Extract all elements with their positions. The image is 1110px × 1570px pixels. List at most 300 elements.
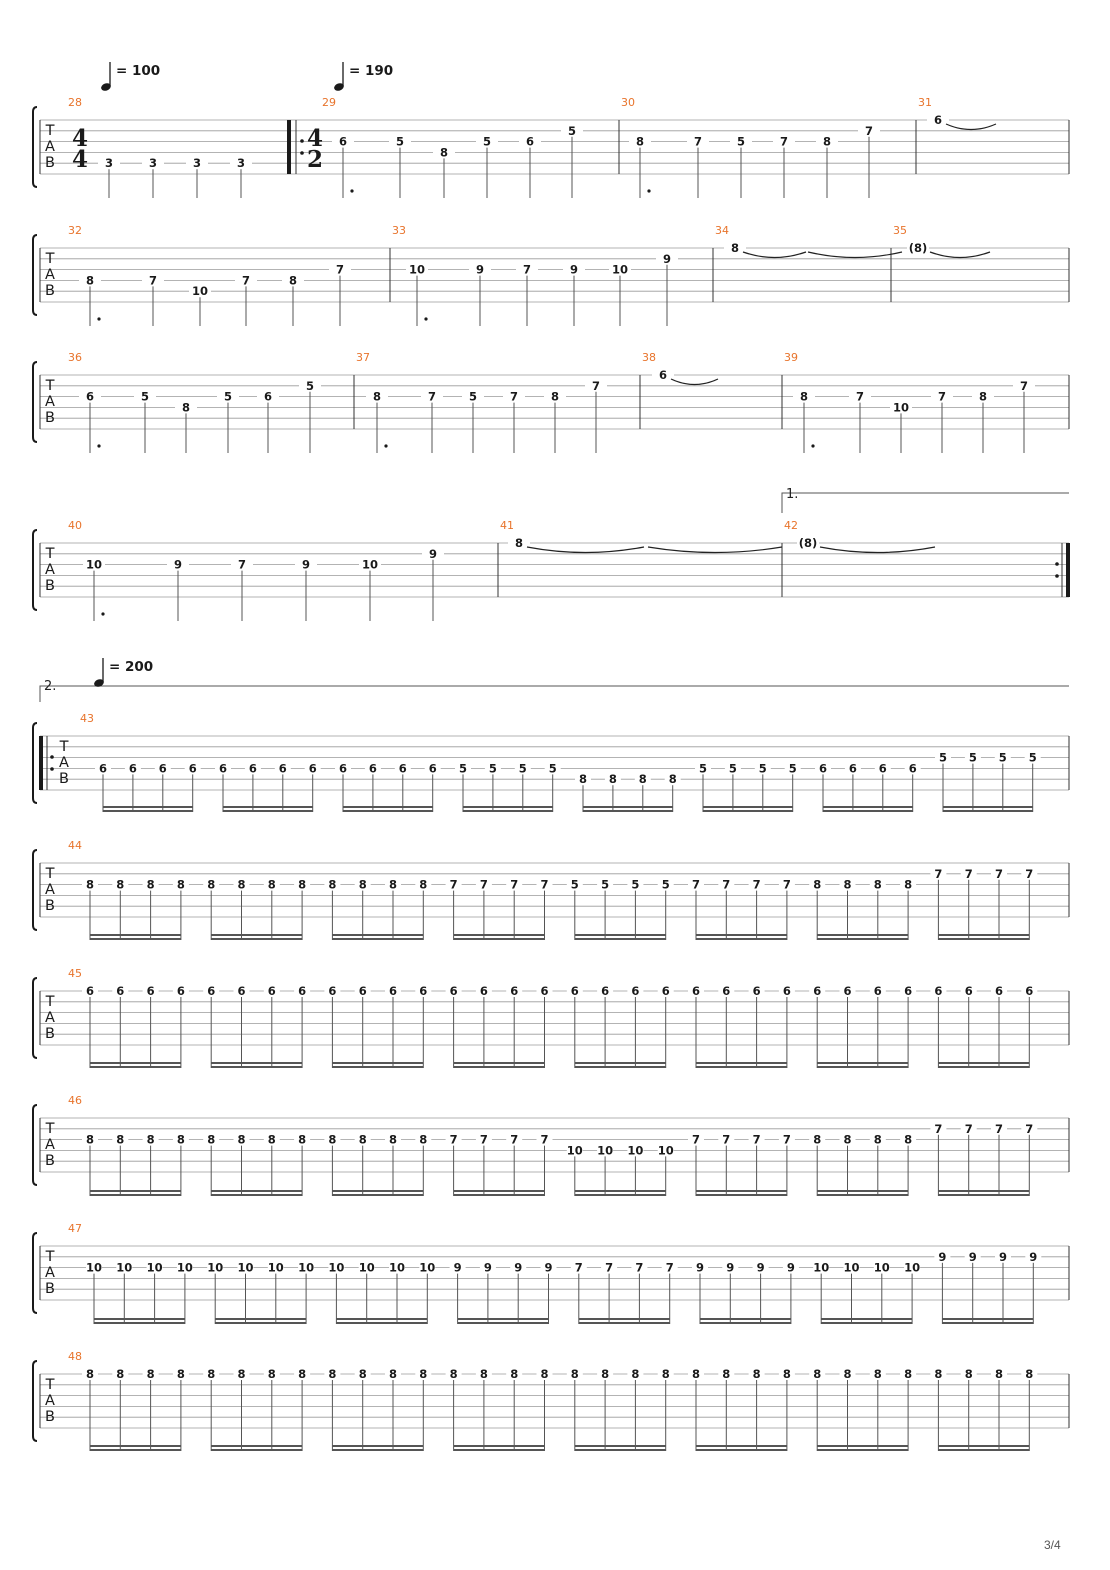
tab-clef-letter: T <box>59 739 69 755</box>
system-brace <box>33 530 37 610</box>
beam <box>332 1066 423 1068</box>
measure-number: 41 <box>500 519 514 532</box>
fret-number: 8 <box>419 1132 428 1147</box>
fret-number: 9 <box>544 1260 553 1275</box>
fret-number: 8 <box>934 1367 943 1381</box>
fret-number: 9 <box>998 1249 1008 1264</box>
beam <box>332 1445 423 1447</box>
fret-number: 8 <box>146 877 155 892</box>
fret-number: 6 <box>278 761 287 776</box>
fret-number: 8 <box>388 1132 398 1147</box>
measure-number: 37 <box>356 351 370 364</box>
fret-number: 8 <box>388 1367 398 1381</box>
fret-number: 5 <box>395 134 405 149</box>
fret-number: 10 <box>813 1260 830 1275</box>
fret-number: 8 <box>298 1132 307 1147</box>
fret-number: 6 <box>818 761 828 776</box>
fret-number: 5 <box>736 134 746 149</box>
tempo-marking <box>100 62 160 92</box>
beam <box>454 1445 545 1447</box>
measure-number: 39 <box>784 351 798 364</box>
beam <box>696 1066 787 1068</box>
fret-number: 3 <box>148 156 158 171</box>
beam <box>583 810 673 812</box>
notes-layer <box>79 114 1041 1451</box>
fret-number: 8 <box>799 389 809 404</box>
beam <box>103 810 193 812</box>
note-group <box>82 868 1037 940</box>
fret-number: 6 <box>85 984 95 998</box>
fret-number: 8 <box>267 877 276 892</box>
tab-clef-letter: T <box>45 123 55 139</box>
fret-number: 8 <box>116 1132 125 1147</box>
measure-number: 30 <box>621 96 635 109</box>
fret-number: 9 <box>173 557 183 572</box>
tie <box>527 547 644 553</box>
fret-number: 7 <box>540 1132 549 1147</box>
fret-number: 8 <box>267 1132 276 1147</box>
beam <box>458 1318 549 1320</box>
time-signature-bottom: 4 <box>71 146 89 173</box>
beam <box>103 806 193 808</box>
volta-label: 2. <box>44 679 57 694</box>
beam <box>943 810 1033 812</box>
fret-number: 6 <box>218 761 228 776</box>
system-brace <box>33 362 37 442</box>
fret-number: 6 <box>934 984 943 998</box>
beam <box>211 1190 302 1192</box>
fret-number: 8 <box>419 877 428 892</box>
system-brace <box>33 235 37 315</box>
fret-number: 6 <box>540 984 549 998</box>
fret-number: 8 <box>328 1367 337 1381</box>
fret-number: 8 <box>116 1367 125 1381</box>
beam <box>696 1062 787 1064</box>
fret-number: 8 <box>439 145 449 160</box>
fret-number: 7 <box>855 389 865 404</box>
beam <box>938 1190 1029 1192</box>
system-brace <box>33 723 37 803</box>
fret-number: 6 <box>631 984 640 998</box>
fret-number: 9 <box>428 546 438 561</box>
fret-number: 10 <box>388 1260 406 1275</box>
fret-number: 8 <box>176 1132 185 1147</box>
beam <box>211 938 302 940</box>
fret-number: 5 <box>698 761 708 776</box>
fret-number: 8 <box>661 1367 670 1381</box>
fret-number: 10 <box>85 557 103 572</box>
fret-number: 8 <box>904 1132 913 1147</box>
fret-number: 6 <box>658 368 668 382</box>
fret-number: 8 <box>328 877 337 892</box>
fret-number: 5 <box>631 877 640 892</box>
fret-number: 9 <box>968 1249 977 1264</box>
beam <box>332 934 423 936</box>
tempo-marking <box>333 62 393 92</box>
tab-clef-letter: B <box>45 898 55 914</box>
fret-number: 6 <box>338 761 348 776</box>
repeat-dot <box>300 151 304 155</box>
fret-number: 8 <box>691 1367 701 1381</box>
fret-number: 6 <box>428 761 437 776</box>
beam <box>454 1066 545 1068</box>
note-group <box>82 1368 1037 1451</box>
system-brace <box>33 1361 37 1441</box>
fret-number: 8 <box>722 1367 731 1381</box>
fret-number: 8 <box>116 877 125 892</box>
measure-notes <box>366 380 607 453</box>
fret-number: 8 <box>904 1367 913 1381</box>
beam <box>821 1322 912 1324</box>
beam <box>817 1445 908 1447</box>
fret-number: 6 <box>449 984 458 998</box>
fret-number: 5 <box>938 750 948 765</box>
fret-number: 8 <box>964 1367 973 1381</box>
tab-clef-letter: A <box>45 394 55 410</box>
beam <box>336 1318 427 1320</box>
fret-number: 6 <box>878 761 887 776</box>
beam <box>823 810 913 812</box>
system-brace <box>33 850 37 930</box>
fret-number: 8 <box>873 1367 882 1381</box>
measure-notes <box>508 537 782 553</box>
beam <box>94 1318 185 1320</box>
beam <box>938 934 1029 936</box>
beam <box>90 934 181 936</box>
beam <box>696 934 787 936</box>
fret-number: 5 <box>468 389 478 404</box>
fret-number: 8 <box>668 772 677 787</box>
fret-number: 7 <box>722 1132 731 1147</box>
dotted-rhythm-dot <box>97 317 100 320</box>
fret-number: 8 <box>388 877 398 892</box>
fret-number: 5 <box>728 761 737 776</box>
beam <box>575 934 666 936</box>
text-layer <box>44 62 1037 1425</box>
fret-number: 5 <box>788 761 797 776</box>
beam <box>817 1194 908 1196</box>
time-signature-bottom: 2 <box>306 146 324 173</box>
beam <box>211 1449 302 1451</box>
measure-notes <box>332 125 583 198</box>
fret-number: 8 <box>237 1132 246 1147</box>
tab-clef-letter: A <box>45 139 55 155</box>
beam <box>575 1066 666 1068</box>
dotted-rhythm-dot <box>97 444 100 447</box>
tie <box>671 379 718 385</box>
fret-number: 8 <box>608 772 617 787</box>
fret-number: 6 <box>328 984 337 998</box>
fret-number: 5 <box>548 761 557 776</box>
fret-number: 8 <box>237 877 246 892</box>
fret-number: 6 <box>158 761 167 776</box>
tie <box>820 547 935 553</box>
repeat-dot <box>1055 562 1059 566</box>
page-number: 3/4 <box>1044 1538 1061 1552</box>
fret-number: 6 <box>908 761 917 776</box>
tab-clef-letter: B <box>45 1409 55 1425</box>
beam <box>458 1322 549 1324</box>
fret-number: 6 <box>525 134 535 149</box>
fret-number: 8 <box>181 400 191 415</box>
beam <box>703 806 793 808</box>
fret-number: 6 <box>691 984 701 998</box>
fret-number: 7 <box>591 378 601 393</box>
beam <box>454 1449 545 1451</box>
note-group <box>95 752 1041 812</box>
measure-number: 44 <box>68 839 82 852</box>
fret-number: 5 <box>518 761 527 776</box>
beam <box>90 1062 181 1064</box>
beam <box>575 1449 666 1451</box>
fret-number: 8 <box>514 536 524 550</box>
tempo-value: = 190 <box>349 63 394 79</box>
fret-number: 8 <box>146 1132 155 1147</box>
dotted-rhythm-dot <box>647 189 650 192</box>
beam <box>90 1194 181 1196</box>
fret-number: 5 <box>758 761 767 776</box>
tab-clef-letter: A <box>45 1010 55 1026</box>
beam <box>463 810 553 812</box>
fret-number: 7 <box>635 1260 644 1275</box>
measure-number: 42 <box>784 519 798 532</box>
dotted-rhythm-dot <box>384 444 387 447</box>
beam <box>332 1449 423 1451</box>
tempo-value: = 200 <box>109 659 154 675</box>
fret-number: 9 <box>786 1260 795 1275</box>
tab-clef-letter: B <box>45 1026 55 1042</box>
fret-number: 7 <box>449 1132 458 1147</box>
fret-number: 9 <box>475 262 485 277</box>
measure-number: 35 <box>893 224 907 237</box>
beam <box>575 1194 666 1196</box>
repeat-dot <box>50 767 54 771</box>
fret-number: 5 <box>458 761 468 776</box>
fret-number: 8 <box>358 1132 367 1147</box>
fret-number: 8 <box>978 389 988 404</box>
beam <box>211 1194 302 1196</box>
tab-clef-letter: A <box>59 755 69 771</box>
beam <box>90 1445 181 1447</box>
fret-number: 6 <box>176 984 185 998</box>
measure-number: 34 <box>715 224 729 237</box>
beam <box>938 938 1029 940</box>
measure-number: 45 <box>68 967 82 980</box>
fret-number: 6 <box>298 984 307 998</box>
fret-number: 8 <box>298 877 307 892</box>
fret-number: 8 <box>85 273 95 288</box>
fret-number: 5 <box>1028 750 1037 765</box>
system-brace <box>33 1233 37 1313</box>
fret-number: 7 <box>510 877 519 892</box>
fret-number: 7 <box>994 866 1004 881</box>
fret-number: 6 <box>237 984 246 998</box>
beam <box>583 806 673 808</box>
time-signature-top: 4 <box>306 125 324 152</box>
fret-number: 10 <box>408 262 426 277</box>
dotted-rhythm-dot <box>101 612 104 615</box>
fret-number: 8 <box>730 241 740 255</box>
tab-clef-letter: T <box>45 866 55 882</box>
fret-number: 8 <box>207 1367 216 1381</box>
fret-number: 10 <box>843 1260 860 1275</box>
fret-number: 10 <box>627 1143 644 1158</box>
measure-number: 33 <box>392 224 406 237</box>
beam <box>942 1322 1033 1324</box>
fret-number: 10 <box>358 1260 375 1275</box>
fret-number: 7 <box>934 866 943 881</box>
volta-2 <box>40 686 1069 702</box>
measure-notes <box>724 242 902 258</box>
measure-notes <box>629 125 880 198</box>
beam <box>938 1449 1029 1451</box>
fret-number: 6 <box>338 134 348 149</box>
fret-number: 6 <box>904 984 913 998</box>
fret-number: 6 <box>248 761 257 776</box>
tie <box>743 252 806 258</box>
fret-number: 7 <box>691 877 701 892</box>
beam <box>90 1449 181 1451</box>
fret-number: 7 <box>237 557 247 572</box>
fret-number: 7 <box>479 1132 488 1147</box>
fret-number: 8 <box>843 1132 852 1147</box>
fret-number: 10 <box>146 1260 163 1275</box>
fret-number: 10 <box>419 1260 436 1275</box>
beam <box>696 938 787 940</box>
fret-number: 8 <box>813 877 822 892</box>
fret-number: 8 <box>578 772 588 787</box>
time-signature <box>307 125 323 173</box>
beam <box>211 1445 302 1447</box>
fret-number: 6 <box>358 984 367 998</box>
tab-clef-letter: A <box>45 1393 55 1409</box>
beam <box>332 1062 423 1064</box>
tab-clef-letter: B <box>45 155 55 171</box>
fret-number: 9 <box>756 1260 765 1275</box>
fret-number: 8 <box>550 389 560 404</box>
tab-clef-letter: B <box>45 410 55 426</box>
beam <box>700 1318 791 1320</box>
fret-number: 5 <box>998 750 1007 765</box>
note-group <box>82 985 1037 1068</box>
tab-clef-letter: T <box>45 1121 55 1137</box>
fret-number: 10 <box>176 1260 193 1275</box>
fret-number: 10 <box>873 1260 890 1275</box>
fret-number: 6 <box>813 984 822 998</box>
dotted-rhythm-dot <box>424 317 427 320</box>
fret-number: 8 <box>601 1367 610 1381</box>
beam <box>211 934 302 936</box>
fret-number: 8 <box>813 1367 822 1381</box>
fret-number: 7 <box>937 389 947 404</box>
beam <box>579 1322 670 1324</box>
fret-number: 6 <box>848 761 857 776</box>
tab-clef-letter: T <box>45 251 55 267</box>
beam <box>942 1318 1033 1320</box>
fret-number: 10 <box>191 284 209 299</box>
fret-number: 6 <box>207 984 216 998</box>
fret-number: 6 <box>398 761 407 776</box>
tab-clef-letter: A <box>45 1265 55 1281</box>
fret-number: 5 <box>223 389 233 404</box>
fret-number: 8 <box>85 877 95 892</box>
beam <box>211 1066 302 1068</box>
fret-number: 8 <box>994 1367 1004 1381</box>
beam <box>343 810 433 812</box>
beam <box>575 1445 666 1447</box>
fret-number: 8 <box>176 1367 185 1381</box>
fret-number: 6 <box>722 984 731 998</box>
beam <box>696 1194 787 1196</box>
fret-number: 8 <box>873 877 882 892</box>
measure-notes <box>797 537 935 553</box>
beam <box>332 1194 423 1196</box>
system-brace <box>33 1105 37 1185</box>
dotted-rhythm-dot <box>811 444 814 447</box>
fret-number: 9 <box>726 1260 735 1275</box>
tab-clef-letter: T <box>45 378 55 394</box>
fret-number: 9 <box>1029 1249 1038 1264</box>
fret-number: 10 <box>85 1260 103 1275</box>
fret-number: 8 <box>843 1367 852 1381</box>
beam <box>90 938 181 940</box>
fret-number: 6 <box>267 984 276 998</box>
fret-number: 8 <box>237 1367 246 1381</box>
tie <box>808 252 902 258</box>
fret-number: 5 <box>488 761 497 776</box>
beam <box>454 1194 545 1196</box>
fret-number: 7 <box>693 134 703 149</box>
note-group <box>82 1123 1037 1196</box>
fret-number: 8 <box>207 1132 216 1147</box>
fret-number: 8 <box>540 1367 549 1381</box>
fret-number: 6 <box>85 389 95 404</box>
fret-number: 6 <box>98 761 108 776</box>
tab-clef-letter: A <box>45 562 55 578</box>
fret-number: 6 <box>601 984 610 998</box>
fret-number: 10 <box>237 1260 254 1275</box>
fret-number: 7 <box>574 1260 583 1275</box>
fret-number: 7 <box>335 262 345 277</box>
fret-number: 7 <box>427 389 437 404</box>
fret-number: 7 <box>509 389 519 404</box>
fret-number: 8 <box>358 877 367 892</box>
measure-number: 29 <box>322 96 336 109</box>
fret-number: 5 <box>567 123 577 138</box>
tab-clef-letter: A <box>45 1137 55 1153</box>
beam <box>343 806 433 808</box>
measure-notes <box>79 380 321 453</box>
fret-number: 8 <box>267 1367 276 1381</box>
beam <box>703 810 793 812</box>
fret-number: 5 <box>968 750 977 765</box>
beam <box>817 1190 908 1192</box>
fret-number: 10 <box>328 1260 345 1275</box>
time-signature <box>72 125 88 173</box>
beam <box>90 1066 181 1068</box>
fret-number: 7 <box>964 866 973 881</box>
tab-clef-letter: B <box>45 1153 55 1169</box>
fret-number: 8 <box>752 1367 761 1381</box>
fret-number: 9 <box>938 1249 947 1264</box>
fret-number: 6 <box>188 761 197 776</box>
fret-number: 6 <box>146 984 155 998</box>
measure-number: 28 <box>68 96 82 109</box>
beam <box>215 1318 306 1320</box>
fret-number: 8 <box>298 1367 307 1381</box>
tab-clef-letter: A <box>45 267 55 283</box>
volta-label: 1. <box>786 487 799 502</box>
